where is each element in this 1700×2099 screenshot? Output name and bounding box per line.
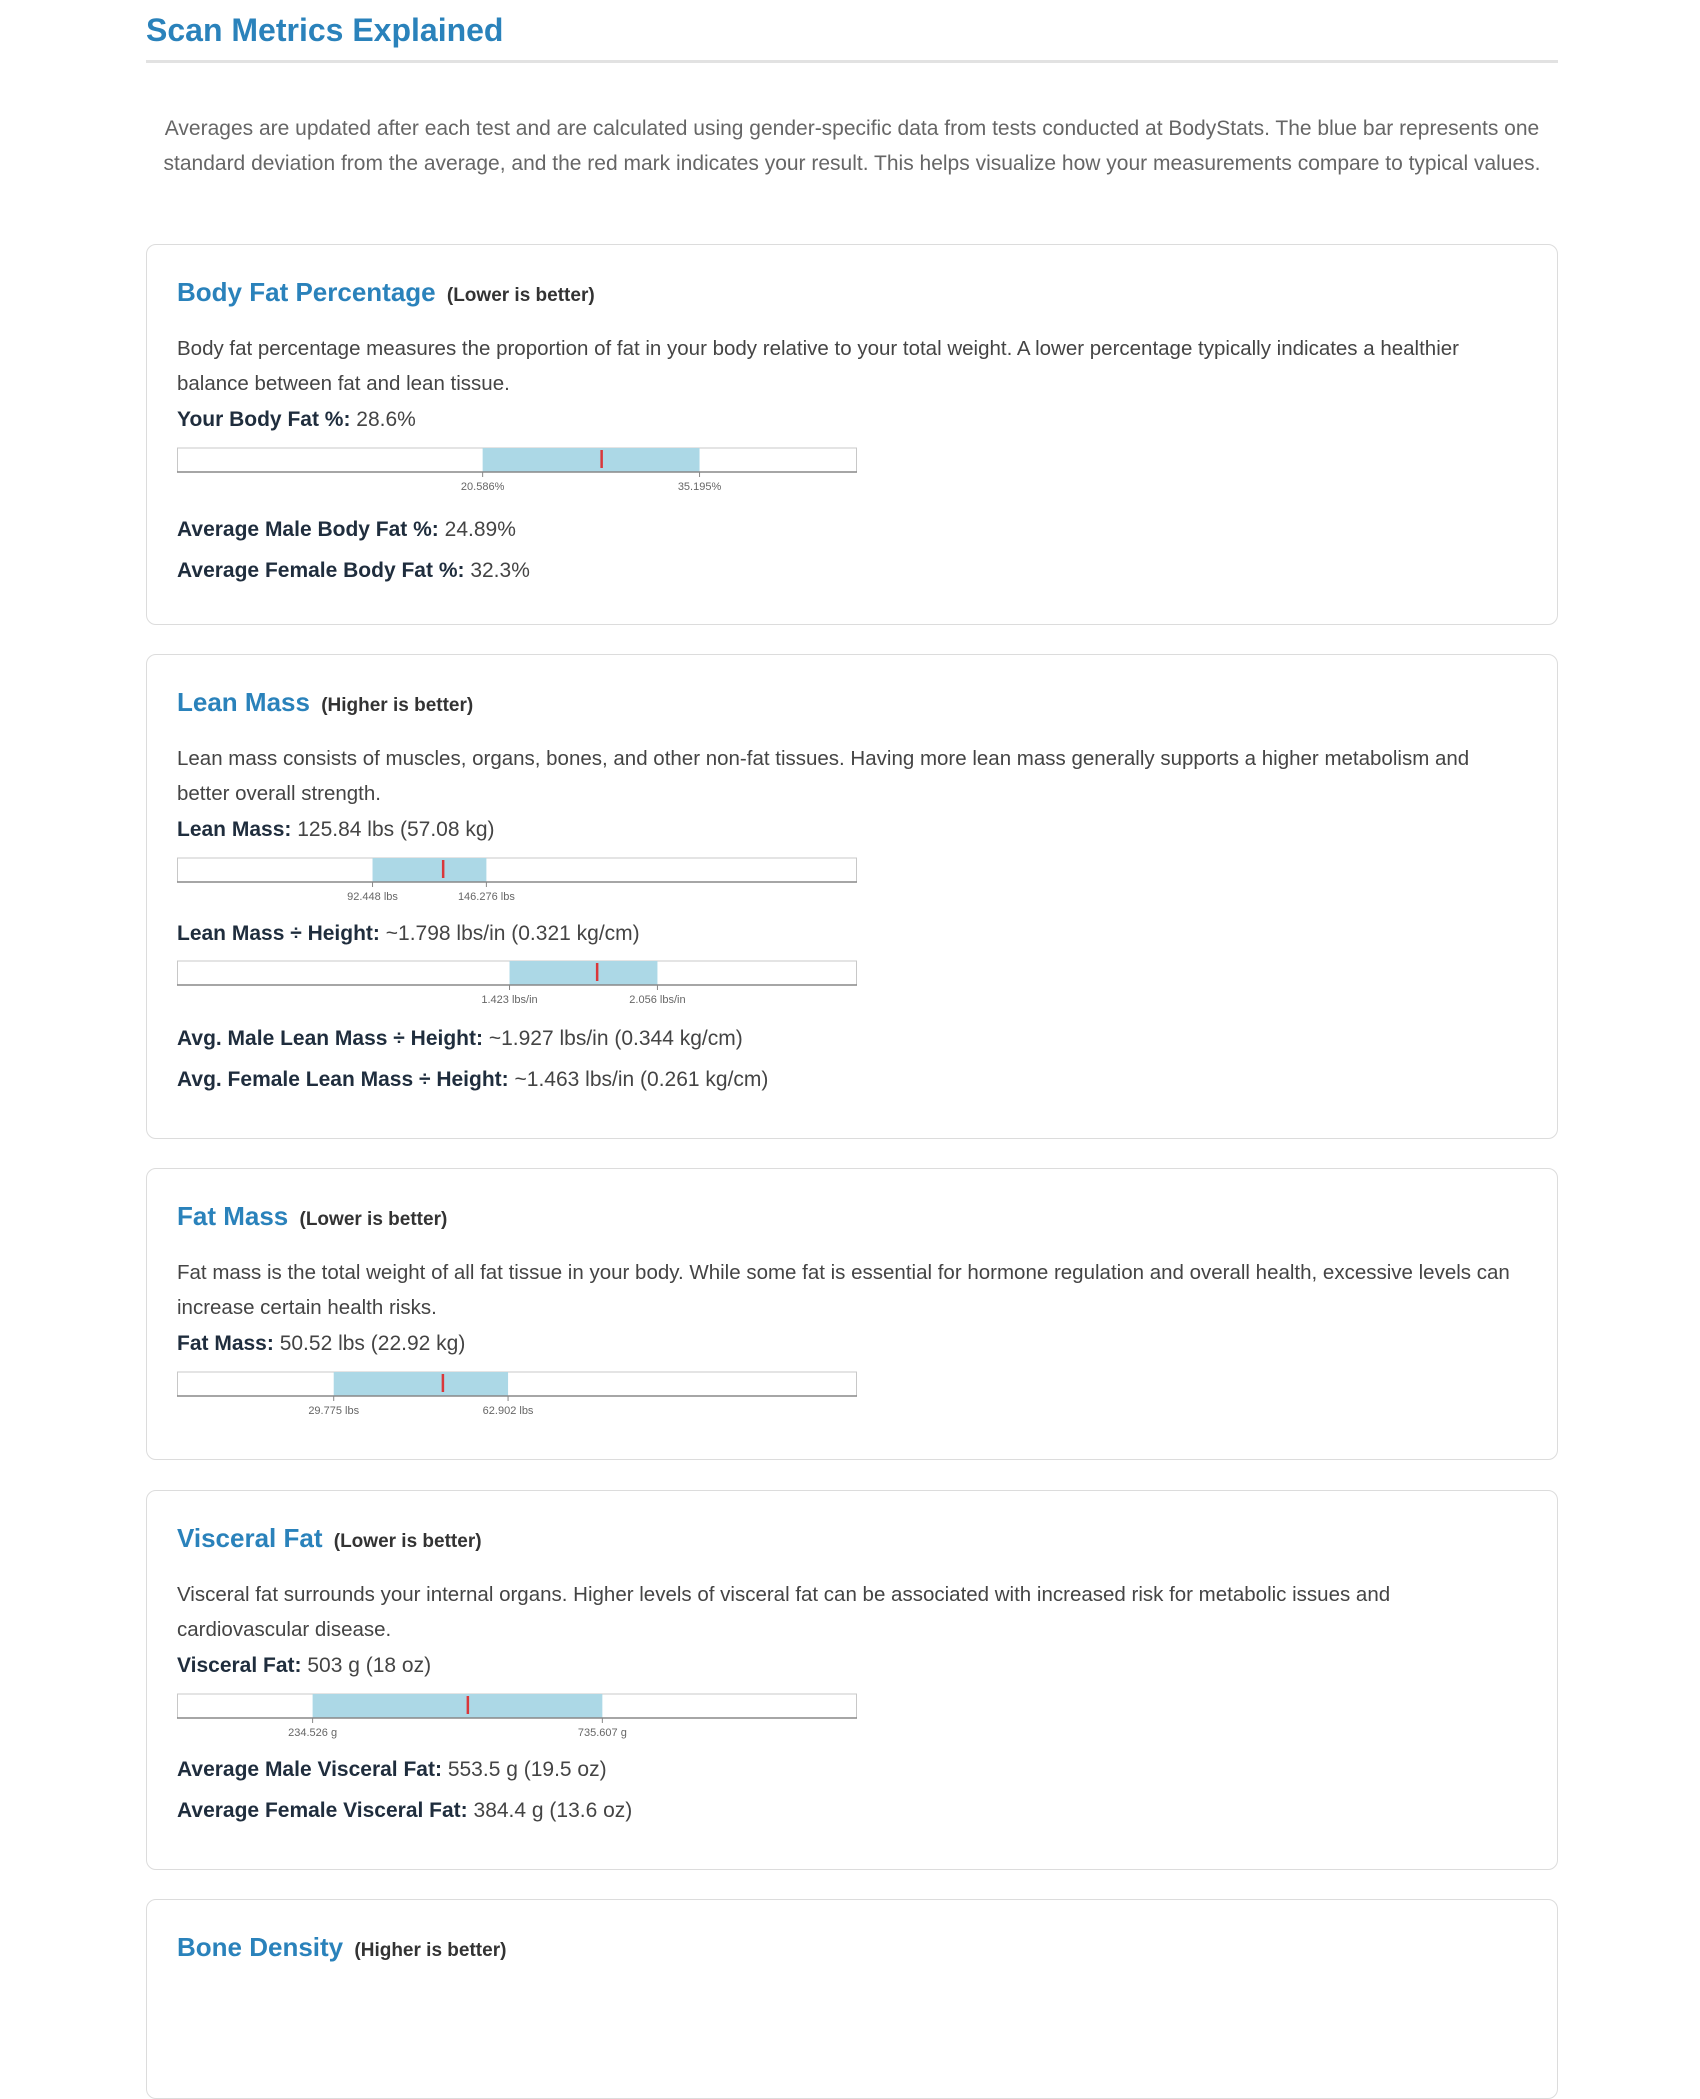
card-bone-density xyxy=(146,1899,1558,2099)
section-description: Lean mass consists of muscles, organs, bones, and other non-fat tissues. Having more lean mass generally supports a higher metabolism and better overall strength. xyxy=(177,747,1470,805)
line-value: ~1.463 lbs/in (0.261 kg/cm) xyxy=(514,1068,769,1091)
section-title-text: Lean Mass xyxy=(177,687,310,717)
line-label: Average Female Body Fat %: xyxy=(177,559,465,582)
section-title-text: Bone Density xyxy=(177,1932,344,1962)
fat-mass-gauge xyxy=(177,1371,857,1421)
section-title xyxy=(177,1201,447,1232)
line-value: 384.4 g (13.6 oz) xyxy=(473,1799,633,1822)
section-hint: (Higher is better) xyxy=(321,695,474,716)
avg-male-lean-line xyxy=(177,1024,743,1054)
line-label: Average Male Visceral Fat: xyxy=(177,1758,442,1781)
average-female-line xyxy=(177,556,530,586)
section-description: Body fat percentage measures the proportion of fat in your body relative to your total weight. A lower percentage typically indicates a healthier balance between fat and lean tissue. xyxy=(177,337,1459,395)
section-title-text: Fat Mass xyxy=(177,1201,289,1231)
line-value: 28.6% xyxy=(356,408,416,431)
section-hint: (Lower is better) xyxy=(333,1531,482,1552)
gauge-tick-label: 62.902 lbs xyxy=(482,1405,534,1417)
gauge-tick-label: 92.448 lbs xyxy=(347,891,398,903)
gauge-range-bar xyxy=(510,961,658,985)
line-value: 50.52 lbs (22.92 kg) xyxy=(279,1332,466,1355)
gauge-tick-label: 146.276 lbs xyxy=(457,891,515,903)
average-male-line xyxy=(177,515,516,545)
card-fat-mass xyxy=(146,1168,1558,1460)
line-value: 503 g (18 oz) xyxy=(307,1654,432,1677)
body-fat-gauge xyxy=(177,447,857,497)
section-hint: (Higher is better) xyxy=(354,1940,507,1961)
gauge-tick-label: 1.423 lbs/in xyxy=(481,994,538,1006)
visceral-fat-line xyxy=(177,1651,431,1681)
gauge-tick-label: 29.775 lbs xyxy=(308,1405,360,1417)
line-value: 24.89% xyxy=(444,518,516,541)
avg-male-visceral-line xyxy=(177,1755,607,1785)
section-description: Fat mass is the total weight of all fat tissue in your body. While some fat is essential for hormone regulation and overall health, excessive levels can increase certain health risks. xyxy=(177,1261,1510,1319)
card-lean-mass xyxy=(146,654,1558,1139)
line-label: Lean Mass ÷ Height: xyxy=(177,922,380,945)
gauge-range-bar xyxy=(334,1372,508,1396)
section-hint: (Lower is better) xyxy=(446,285,595,306)
main-content xyxy=(146,0,1558,1962)
line-value: 553.5 g (19.5 oz) xyxy=(447,1758,607,1781)
avg-female-lean-line xyxy=(177,1065,768,1095)
gauge-tick-label: 735.607 g xyxy=(577,1727,627,1739)
avg-female-visceral-line xyxy=(177,1796,632,1826)
lean-mass-height-line xyxy=(177,919,640,949)
gauge-range-bar xyxy=(483,448,700,472)
section-hint: (Lower is better) xyxy=(299,1209,448,1230)
gauge-tick-label: 20.586% xyxy=(460,481,505,493)
line-label: Fat Mass: xyxy=(177,1332,274,1355)
section-title xyxy=(177,1932,506,1963)
section-title xyxy=(177,687,473,718)
line-label: Visceral Fat: xyxy=(177,1654,302,1677)
line-label: Average Male Body Fat %: xyxy=(177,518,439,541)
line-value: 32.3% xyxy=(470,559,530,582)
line-value: ~1.798 lbs/in (0.321 kg/cm) xyxy=(385,922,640,945)
lean-mass-height-gauge xyxy=(177,960,857,1010)
gauge-tick-label: 35.195% xyxy=(677,481,722,493)
line-label: Avg. Female Lean Mass ÷ Height: xyxy=(177,1068,509,1091)
line-label: Average Female Visceral Fat: xyxy=(177,1799,468,1822)
line-label: Your Body Fat %: xyxy=(177,408,351,431)
card-body-fat-percentage xyxy=(146,244,1558,625)
section-title xyxy=(177,277,595,308)
fat-mass-line xyxy=(177,1329,465,1359)
your-body-fat-line xyxy=(177,405,416,435)
visceral-fat-gauge xyxy=(177,1693,857,1743)
line-label: Lean Mass: xyxy=(177,818,292,841)
gauge-track xyxy=(178,858,857,882)
section-title-text: Visceral Fat xyxy=(177,1523,323,1553)
section-title xyxy=(177,1523,482,1554)
section-description: Visceral fat surrounds your internal organs. Higher levels of visceral fat can be associated with increased risk for metabolic issues and cardiovascular disease. xyxy=(177,1583,1391,1641)
line-label: Avg. Male Lean Mass ÷ Height: xyxy=(177,1027,483,1050)
section-title-text: Body Fat Percentage xyxy=(177,277,436,307)
line-value: 125.84 lbs (57.08 kg) xyxy=(297,818,495,841)
gauge-track xyxy=(178,1372,857,1396)
lean-mass-gauge xyxy=(177,857,857,907)
line-value: ~1.927 lbs/in (0.344 kg/cm) xyxy=(488,1027,743,1050)
gauge-range-bar xyxy=(313,1694,603,1718)
gauge-tick-label: 234.526 g xyxy=(288,1727,338,1739)
intro-paragraph: Averages are updated after each test and are calculated using gender-specific data from tests conducted at BodyStats. The blue bar represents one standard deviation from the average, and the red mark indicates your result. This helps visualize how your measurements compare to typical values. xyxy=(163,117,1541,175)
gauge-range-bar xyxy=(373,858,487,882)
gauge-tick-label: 2.056 lbs/in xyxy=(629,994,686,1006)
card-visceral-fat xyxy=(146,1490,1558,1870)
lean-mass-line xyxy=(177,815,495,845)
page-title: Scan Metrics Explained xyxy=(146,0,1558,63)
